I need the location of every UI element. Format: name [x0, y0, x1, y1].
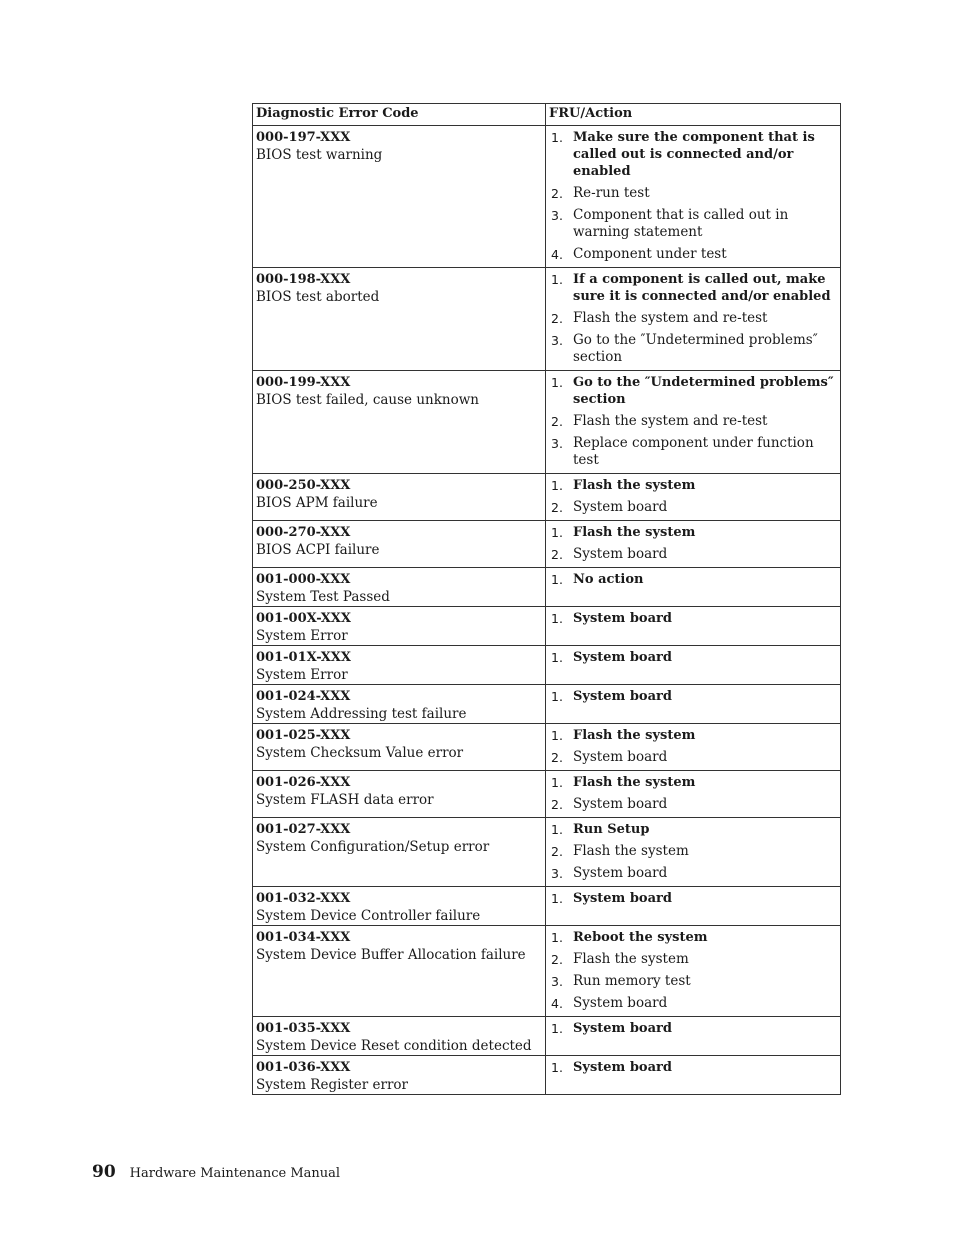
table-row [253, 685, 841, 724]
action-step-number: 1. [551, 822, 563, 837]
action-item [549, 374, 837, 408]
action-step-number: 1. [551, 650, 563, 665]
fru-action-cell [546, 607, 841, 646]
fru-action-cell [546, 926, 841, 1017]
action-text: Go to the ″Undetermined problems″ section [573, 375, 834, 407]
table-row [253, 1056, 841, 1095]
action-step-number: 1. [551, 689, 563, 704]
action-list [549, 685, 837, 709]
table-row [253, 646, 841, 685]
error-code: 000-199-XXX [256, 375, 351, 390]
action-list [549, 268, 837, 370]
error-code-cell [253, 1056, 546, 1095]
header-diagnostic-error-code: Diagnostic Error Code [253, 104, 546, 126]
page-footer [92, 1162, 340, 1182]
action-list [549, 474, 837, 520]
fru-action-cell [546, 371, 841, 474]
error-code: 001-01X-XXX [256, 650, 351, 665]
action-item [549, 995, 837, 1012]
action-text: System board [573, 1060, 672, 1075]
diagnostic-error-table-container [252, 103, 840, 1095]
action-list [549, 607, 837, 631]
table-row [253, 126, 841, 268]
action-item [549, 774, 837, 791]
action-list [549, 521, 837, 567]
action-text: System board [573, 865, 668, 881]
action-step-number: 1. [551, 130, 563, 145]
action-text: Flash the system [573, 951, 689, 967]
action-step-number: 1. [551, 891, 563, 906]
action-step-number: 2. [551, 797, 563, 812]
action-text: No action [573, 572, 644, 587]
action-step-number: 1. [551, 1060, 563, 1075]
action-text: Reboot the system [573, 930, 708, 945]
action-list [549, 724, 837, 770]
action-step-number: 1. [551, 572, 563, 587]
action-text: System board [573, 689, 672, 704]
action-step-number: 3. [551, 436, 563, 451]
action-step-number: 2. [551, 414, 563, 429]
action-text: System board [573, 891, 672, 906]
action-item [549, 571, 837, 588]
action-text: Run Setup [573, 822, 650, 837]
action-text: System board [573, 1021, 672, 1036]
table-row [253, 268, 841, 371]
action-step-number: 2. [551, 186, 563, 201]
error-description: System Register error [256, 1076, 408, 1093]
action-item [549, 973, 837, 990]
error-code: 000-198-XXX [256, 272, 351, 287]
action-item [549, 524, 837, 541]
action-list [549, 1056, 837, 1080]
error-code-cell [253, 724, 546, 771]
error-code-cell [253, 685, 546, 724]
action-step-number: 2. [551, 750, 563, 765]
action-list [549, 371, 837, 473]
action-text: Flash the system and re-test [573, 310, 768, 326]
fru-action-cell [546, 887, 841, 926]
error-code-cell [253, 521, 546, 568]
action-item [549, 865, 837, 882]
action-text: Re-run test [573, 185, 650, 201]
action-list [549, 646, 837, 670]
fru-action-cell [546, 1017, 841, 1056]
table-row [253, 818, 841, 887]
action-item [549, 207, 837, 241]
action-text: System board [573, 995, 668, 1011]
action-item [549, 332, 837, 366]
error-code-cell [253, 607, 546, 646]
action-step-number: 1. [551, 930, 563, 945]
table-row [253, 887, 841, 926]
error-code-cell [253, 887, 546, 926]
error-code: 001-036-XXX [256, 1060, 351, 1075]
error-code: 000-270-XXX [256, 525, 351, 540]
table-row [253, 521, 841, 568]
table-row [253, 568, 841, 607]
error-code: 001-035-XXX [256, 1021, 351, 1036]
table-row [253, 371, 841, 474]
action-item [549, 727, 837, 744]
action-list [549, 568, 837, 592]
action-item [549, 185, 837, 202]
action-item [549, 477, 837, 494]
action-step-number: 3. [551, 208, 563, 223]
table-row [253, 1017, 841, 1056]
action-text: System board [573, 546, 668, 562]
action-item [549, 821, 837, 838]
error-code: 001-034-XXX [256, 930, 351, 945]
action-item [549, 310, 837, 327]
error-code-cell [253, 371, 546, 474]
table-row [253, 607, 841, 646]
error-code: 001-024-XXX [256, 689, 351, 704]
fru-action-cell [546, 268, 841, 371]
manual-title: Hardware Maintenance Manual [129, 1166, 341, 1181]
action-item [549, 749, 837, 766]
error-description: System Device Controller failure [256, 907, 481, 924]
table-body [253, 126, 841, 1095]
fru-action-cell [546, 474, 841, 521]
action-step-number: 3. [551, 333, 563, 348]
action-step-number: 2. [551, 547, 563, 562]
action-list [549, 818, 837, 886]
error-code-cell [253, 1017, 546, 1056]
error-description: System FLASH data error [256, 791, 434, 808]
error-description: System Error [256, 627, 348, 644]
error-code: 001-00X-XXX [256, 611, 351, 626]
action-item [549, 951, 837, 968]
error-description: System Configuration/Setup error [256, 838, 490, 855]
error-description: BIOS test failed, cause unknown [256, 391, 479, 408]
action-list [549, 771, 837, 817]
action-step-number: 4. [551, 247, 563, 262]
action-list [549, 1017, 837, 1041]
fru-action-cell [546, 646, 841, 685]
action-text: System board [573, 749, 668, 765]
action-text: Go to the ″Undetermined problems″ section [573, 332, 818, 365]
table-row [253, 724, 841, 771]
action-text: System board [573, 650, 672, 665]
fru-action-cell [546, 771, 841, 818]
error-code-cell [253, 818, 546, 887]
error-description: System Error [256, 666, 348, 683]
action-step-number: 2. [551, 500, 563, 515]
action-item [549, 271, 837, 305]
error-code: 000-197-XXX [256, 130, 351, 145]
action-item [549, 546, 837, 563]
table-row [253, 771, 841, 818]
diagnostic-error-table [252, 103, 841, 1095]
action-item [549, 499, 837, 516]
fru-action-cell [546, 126, 841, 268]
fru-action-cell [546, 568, 841, 607]
action-text: Flash the system [573, 843, 689, 859]
action-text: System board [573, 499, 668, 515]
table-header-row [253, 104, 841, 126]
action-text: Flash the system and re-test [573, 413, 768, 429]
error-code: 001-025-XXX [256, 728, 351, 743]
fru-action-cell [546, 1056, 841, 1095]
error-description: BIOS APM failure [256, 494, 378, 511]
fru-action-cell [546, 724, 841, 771]
fru-action-cell [546, 818, 841, 887]
action-item [549, 649, 837, 666]
error-description: System Addressing test failure [256, 705, 467, 722]
page-number: 90 [92, 1162, 116, 1182]
action-text: System board [573, 611, 672, 626]
error-code: 001-026-XXX [256, 775, 351, 790]
error-code: 001-000-XXX [256, 572, 351, 587]
fru-action-cell [546, 521, 841, 568]
header-fru-action: FRU/Action [546, 104, 841, 126]
table-row [253, 474, 841, 521]
action-step-number: 1. [551, 611, 563, 626]
action-item [549, 1020, 837, 1037]
action-text: System board [573, 796, 668, 812]
action-item [549, 688, 837, 705]
action-item [549, 843, 837, 860]
error-description: System Device Buffer Allocation failure [256, 946, 526, 963]
action-text: Flash the system [573, 775, 696, 790]
action-step-number: 1. [551, 478, 563, 493]
action-step-number: 1. [551, 272, 563, 287]
action-step-number: 2. [551, 952, 563, 967]
action-text: Component that is called out in warning statement [573, 207, 789, 240]
error-description: System Device Reset condition detected [256, 1037, 532, 1054]
action-step-number: 2. [551, 844, 563, 859]
error-description: BIOS ACPI failure [256, 541, 380, 558]
fru-action-cell [546, 685, 841, 724]
action-item [549, 1059, 837, 1076]
action-text: Make sure the component that is called out is connected and/or enabled [573, 130, 815, 179]
error-code-cell [253, 646, 546, 685]
action-list [549, 926, 837, 1016]
error-code: 000-250-XXX [256, 478, 351, 493]
action-text: Run memory test [573, 973, 691, 989]
action-item [549, 796, 837, 813]
action-step-number: 3. [551, 974, 563, 989]
error-code-cell [253, 771, 546, 818]
error-code: 001-027-XXX [256, 822, 351, 837]
error-description: BIOS test warning [256, 146, 383, 163]
action-item [549, 890, 837, 907]
table-row [253, 926, 841, 1017]
action-item [549, 246, 837, 263]
action-step-number: 4. [551, 996, 563, 1011]
error-code-cell [253, 474, 546, 521]
action-text: Flash the system [573, 728, 696, 743]
error-description: System Checksum Value error [256, 744, 464, 761]
error-code-cell [253, 268, 546, 371]
action-text: If a component is called out, make sure it is connected and/or enabled [573, 272, 831, 304]
action-list [549, 887, 837, 911]
action-list [549, 126, 837, 267]
action-text: Component under test [573, 246, 727, 262]
error-code-cell [253, 926, 546, 1017]
action-item [549, 929, 837, 946]
action-step-number: 1. [551, 728, 563, 743]
error-code-cell [253, 126, 546, 268]
error-description: System Test Passed [256, 588, 390, 605]
action-step-number: 1. [551, 525, 563, 540]
action-step-number: 1. [551, 375, 563, 390]
action-step-number: 2. [551, 311, 563, 326]
action-step-number: 3. [551, 866, 563, 881]
action-step-number: 1. [551, 1021, 563, 1036]
action-item [549, 610, 837, 627]
error-code-cell [253, 568, 546, 607]
action-text: Flash the system [573, 525, 696, 540]
action-item [549, 435, 837, 469]
action-step-number: 1. [551, 775, 563, 790]
action-item [549, 129, 837, 180]
action-item [549, 413, 837, 430]
error-description: BIOS test aborted [256, 288, 380, 305]
error-code: 001-032-XXX [256, 891, 351, 906]
action-text: Flash the system [573, 478, 696, 493]
action-text: Replace component under function test [573, 435, 814, 468]
